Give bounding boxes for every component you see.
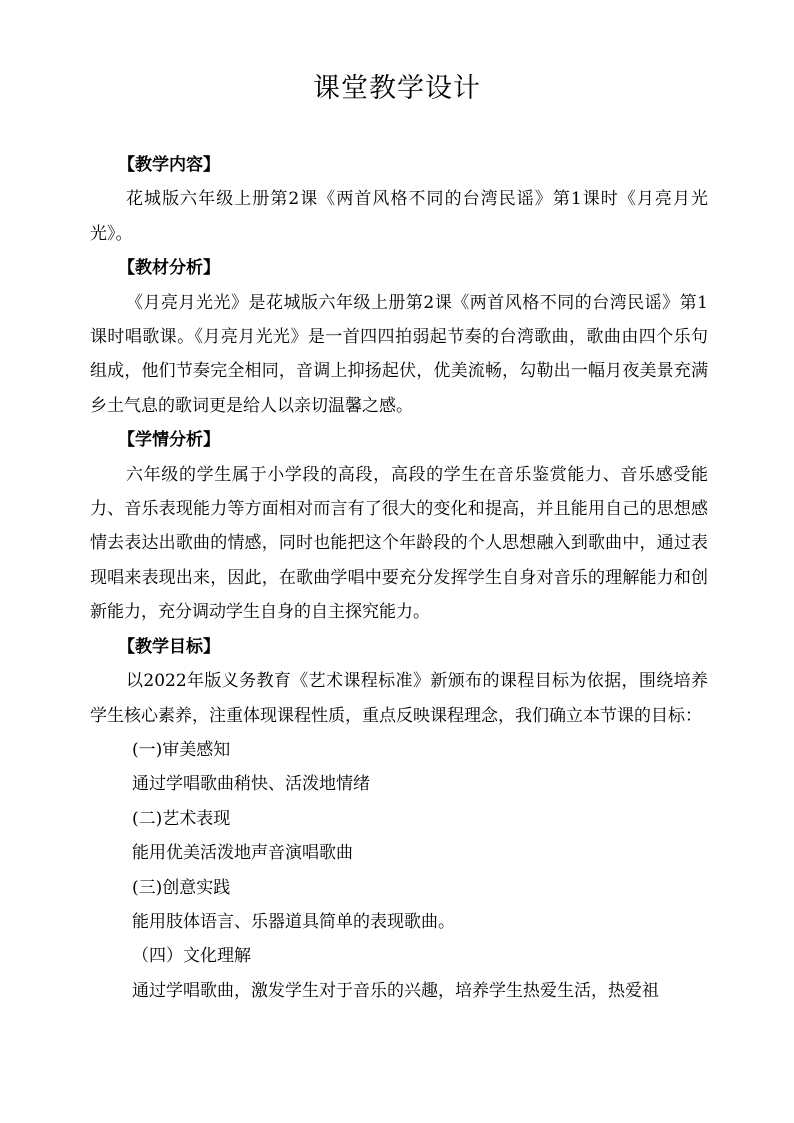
goal-text-creative: 能用肢体语言、乐器道具简单的表现歌曲。 (132, 911, 455, 932)
goal-label-cultural: （四）文化理解 (132, 946, 251, 967)
section-heading-material-analysis: 【教材分析】 (118, 258, 220, 279)
student-analysis-text: 六年级的学生属于小学段的高段，高段的学生在音乐鉴赏能力、音乐感受能力、音乐表现能力等方面相对而言有了很大的变化和提高，并且能用自己的思想感情去表达出歌曲的情感，同时也能把这个年龄段的个人思想融入到歌曲中，通过表现唱来表现出来，因此，在歌曲学唱中要充分发挥学生自身对音乐的理解能力和创新能力，充分调动学生自身的自主探究能力。 (90, 464, 708, 623)
goal-text-cultural: 通过学唱歌曲，激发学生对于音乐的兴趣，培养学生热爱生活，热爱祖 (132, 980, 659, 1001)
goal-text-aesthetic: 通过学唱歌曲稍快、活泼地情绪 (132, 774, 370, 795)
document-body (90, 148, 708, 1008)
section-heading-teaching-content: 【教学内容】 (118, 155, 220, 175)
goal-label-aesthetic: (一)审美感知 (132, 739, 231, 760)
goal-label-creative: (三)创意实践 (132, 877, 231, 898)
teaching-content-text: 花城版六年级上册第2课《两首风格不同的台湾民谣》第1课时《月亮月光光》。 (90, 189, 708, 244)
goal-text-artistic: 能用优美活泼地声音演唱歌曲 (132, 843, 353, 864)
material-analysis-text: 《月亮月光光》是花城版六年级上册第2课《两首风格不同的台湾民谣》第1课时唱歌课。《月亮月光光》是一首四四拍弱起节奏的台湾歌曲，歌曲由四个乐句组成，他们节奏完全相同，音调上抑扬起伏，优美流畅，勾勒出一幅月夜美景充满乡土气息的歌词更是给人以亲切温馨之感。 (90, 292, 708, 416)
section-heading-teaching-goals: 【教学目标】 (118, 636, 220, 657)
section-heading-student-analysis: 【学情分析】 (118, 430, 220, 451)
document-title: 课堂教学设计 (313, 73, 481, 104)
teaching-goals-intro: 以2022年版义务教育《艺术课程标准》新颁布的课程目标为依据，围绕培养学生核心素养，注重体现课程性质，重点反映课程理念，我们确立本节课的目标： (90, 671, 708, 726)
goal-label-artistic: (二)艺术表现 (132, 808, 231, 829)
